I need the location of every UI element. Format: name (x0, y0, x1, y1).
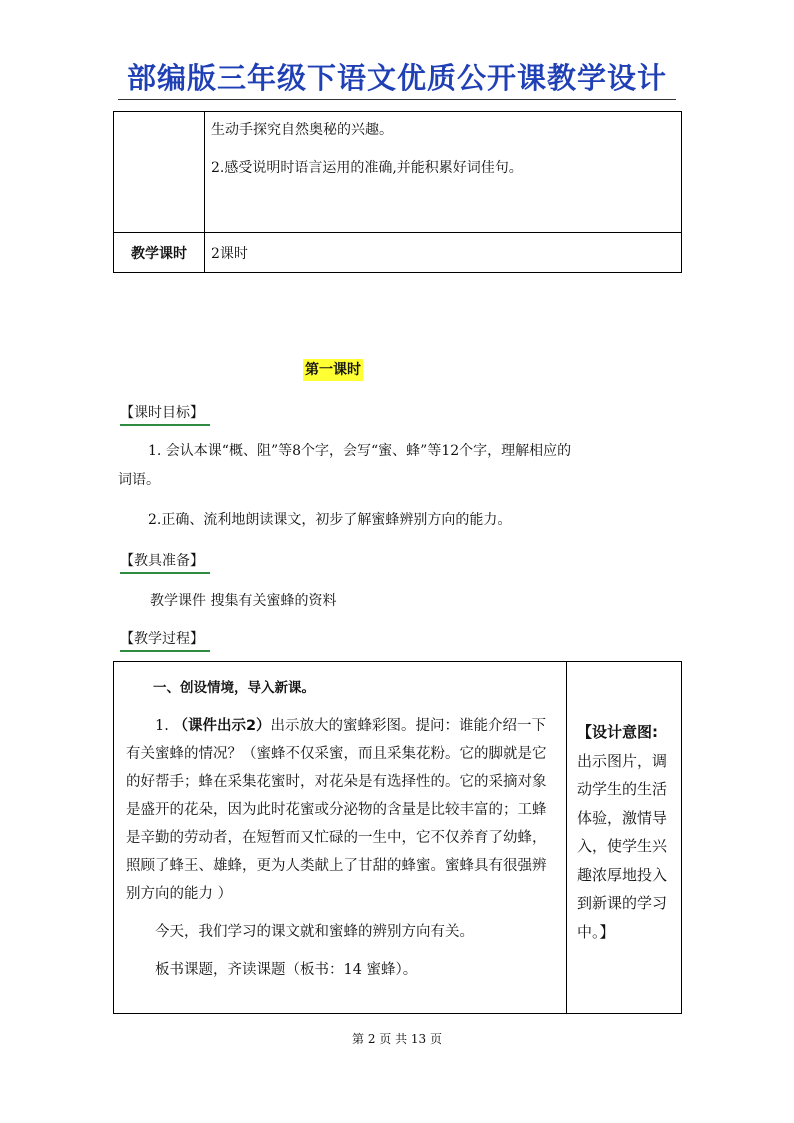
step-heading: 一、创设情境，导入新课。 (153, 680, 315, 696)
objective-2: 2.正确、流利地朗读课文，初步了解蜜蜂辨别方向的能力。 (148, 512, 512, 528)
design-intent-text: 出示图片，调动学生的生活体验，激情导入，使学生兴趣浓厚地投入到新课的学习中。】 (577, 751, 668, 941)
goals-label-cell (114, 112, 205, 233)
goal-line-2: 2.感受说明时语言运用的准确,并能积累好词佳句。 (211, 160, 523, 176)
objective-1-line-2: 词语。 (118, 472, 160, 488)
objective-1-line-1: 1. 会认本课“概、阻”等8个字，会写“蜜、蜂”等12个字，理解相应的 (148, 443, 572, 459)
hours-value: 2课时 (205, 233, 682, 273)
process-table (113, 661, 682, 1014)
goals-content-cell (205, 112, 682, 233)
prep-heading: 【教具准备】 (120, 550, 210, 574)
process-main-cell (114, 662, 567, 1014)
design-intent-tag: 【设计意图: (577, 723, 658, 741)
header-divider (118, 99, 676, 100)
hours-label: 教学课时 (114, 233, 205, 273)
goal-line-1: 生动手探究自然奥秘的兴趣。 (211, 122, 393, 138)
step-1-number: 1. (155, 718, 169, 734)
page-footer: 第 2 页 共 13 页 (352, 1032, 442, 1046)
board-text: 板书课题，齐读课题（板书：14 蜜蜂）。 (155, 962, 418, 978)
document-header-title: 部编版三年级下语文优质公开课教学设计 (126, 61, 667, 95)
step-1-courseware-label: （课件出示2） (173, 718, 271, 734)
lesson-title: 第一课时 (303, 359, 363, 381)
today-text: 今天，我们学习的课文就和蜜蜂的辨别方向有关。 (155, 924, 474, 940)
step-1-paragraph (126, 712, 552, 908)
step-1-text: 出示放大的蜜蜂彩图。提问：谁能介绍一下有关蜜蜂的情况？（蜜蜂不仅采蜜，而且采集花粉。它的脚就是它的好帮手；蜂在采集花蜜时，对花朵是有选择性的。它的采摘对象是盛开的花朵，因为此时花蜜或分泌物的含量是比较丰富的；工蜂是辛勤的劳动者，在短暂而又忙碌的一生中，它不仅养育了幼蜂，照顾了蜂王、雄蜂，更为人类献上了甘甜的蜂蜜。蜜蜂具有很强辨别方向的能力 ） (126, 718, 547, 902)
design-intent-cell (567, 662, 682, 1014)
objectives-heading: 【课时目标】 (120, 402, 210, 426)
goals-table (113, 111, 682, 273)
process-heading: 【教学过程】 (120, 628, 210, 652)
prep-text: 教学课件 搜集有关蜜蜂的资料 (150, 593, 337, 609)
